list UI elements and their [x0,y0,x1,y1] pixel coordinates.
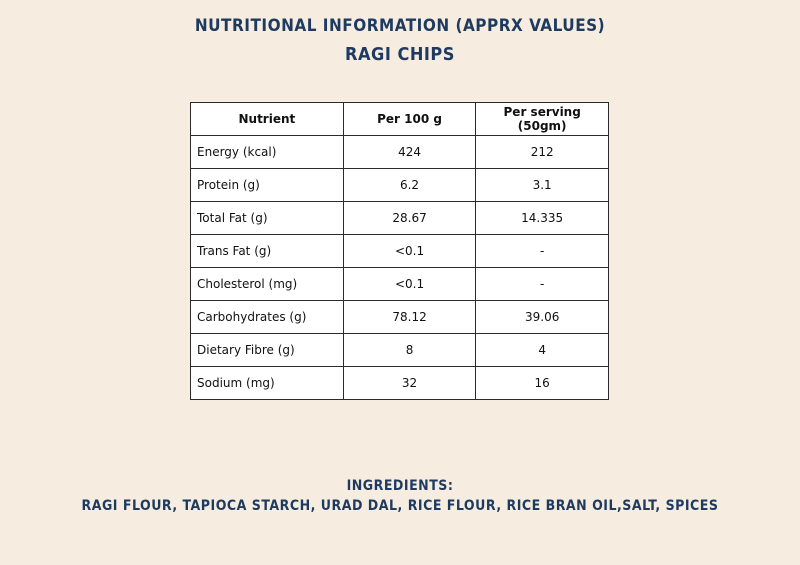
table-header-row [191,103,609,136]
table-row [191,268,609,301]
column-header-per-serving: Per serving (50gm) [476,103,609,136]
page-title: NUTRITIONAL INFORMATION (APPRX VALUES) [194,16,606,36]
nutrient-name: Energy (kcal) [191,136,344,169]
per-100g-value: 8 [343,334,476,367]
nutrient-name: Total Fat (g) [191,202,344,235]
nutrient-name: Sodium (mg) [191,367,344,400]
nutrient-name: Trans Fat (g) [191,235,344,268]
ingredients-label: INGREDIENTS: [346,478,454,494]
product-name: RAGI CHIPS [345,44,455,65]
per-100g-value: 78.12 [343,301,476,334]
nutrient-name: Dietary Fibre (g) [191,334,344,367]
per-serving-value: 4 [476,334,609,367]
per-serving-value: 14.335 [476,202,609,235]
nutrition-table [190,102,609,400]
per-100g-value: 424 [343,136,476,169]
per-100g-value: 6.2 [343,169,476,202]
per-100g-value: <0.1 [343,235,476,268]
nutrient-name: Carbohydrates (g) [191,301,344,334]
column-header-nutrient: Nutrient [191,103,344,136]
nutrient-name: Protein (g) [191,169,344,202]
table-row [191,235,609,268]
per-serving-value: - [476,235,609,268]
nutrient-name: Cholesterol (mg) [191,268,344,301]
table-row [191,334,609,367]
per-100g-value: <0.1 [343,268,476,301]
column-header-per-100g: Per 100 g [343,103,476,136]
per-serving-value: 16 [476,367,609,400]
table-row [191,136,609,169]
table-row [191,367,609,400]
per-100g-value: 28.67 [343,202,476,235]
table-row [191,169,609,202]
table-row [191,301,609,334]
per-serving-value: 39.06 [476,301,609,334]
per-serving-value: 212 [476,136,609,169]
per-serving-value: 3.1 [476,169,609,202]
table-row [191,202,609,235]
per-100g-value: 32 [343,367,476,400]
per-serving-value: - [476,268,609,301]
ingredients-list: RAGI FLOUR, TAPIOCA STARCH, URAD DAL, RICE FLOUR, RICE BRAN OIL,SALT, SPICES [81,498,719,514]
